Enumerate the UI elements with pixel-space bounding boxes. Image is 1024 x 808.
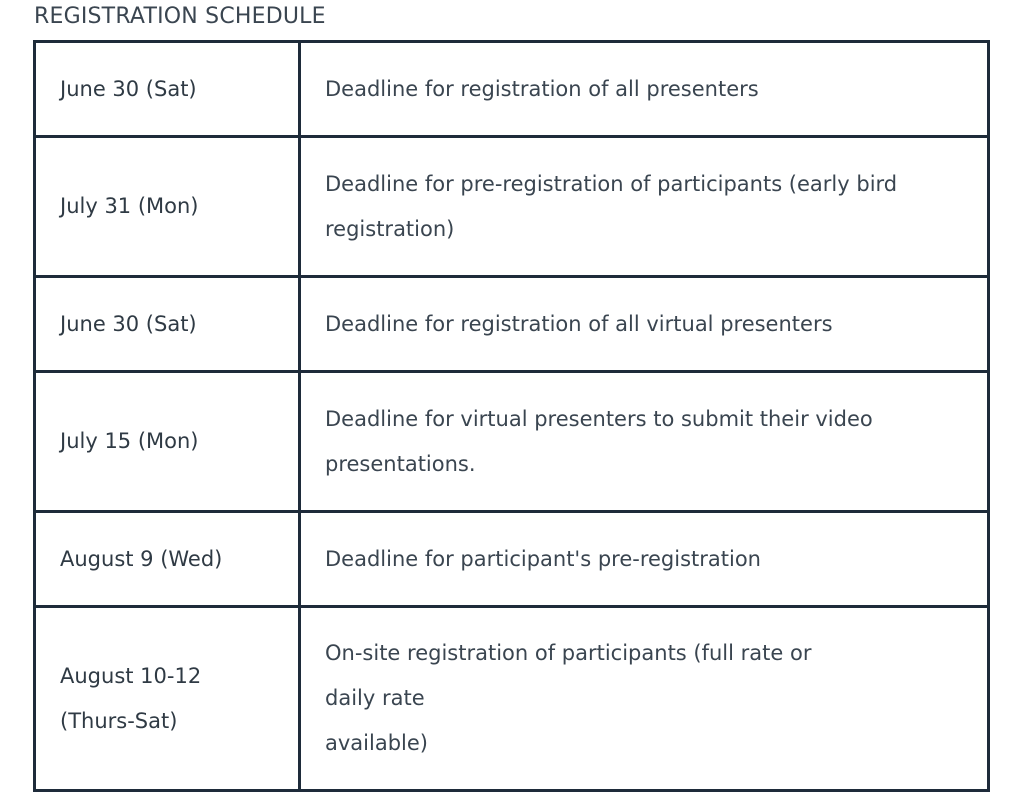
date-text: August 9 (Wed) — [60, 546, 223, 571]
description-text: Deadline for pre-registration of participants (early bird — [325, 171, 898, 196]
registration-schedule-table — [33, 40, 990, 792]
table-row — [35, 512, 989, 607]
description-cell — [300, 42, 989, 137]
page-title: REGISTRATION SCHEDULE — [34, 4, 326, 29]
table-row — [35, 42, 989, 137]
date-cell — [35, 277, 300, 372]
table-row — [35, 137, 989, 277]
date-cell — [35, 607, 300, 791]
description-text: On-site registration of participants (full rate or — [325, 641, 812, 665]
description-cell — [300, 372, 989, 512]
date-text: July 15 (Mon) — [60, 429, 199, 453]
table-row — [35, 372, 989, 512]
description-text: Deadline for virtual presenters to submit their video — [325, 406, 873, 431]
date-text: July 31 (Mon) — [60, 194, 199, 218]
description-text: Deadline for registration of all virtual presenters — [325, 311, 833, 336]
date-cell — [35, 137, 300, 277]
date-text: June 30 (Sat) — [60, 76, 197, 101]
description-text: daily rate — [325, 686, 425, 710]
date-text: (Thurs-Sat) — [60, 708, 178, 733]
description-cell — [300, 607, 989, 791]
table-row — [35, 607, 989, 791]
date-cell — [35, 512, 300, 607]
description-cell — [300, 512, 989, 607]
description-text: Deadline for participant's pre-registration — [325, 546, 761, 571]
description-text: Deadline for registration of all presenters — [325, 76, 759, 101]
description-cell — [300, 137, 989, 277]
date-cell — [35, 42, 300, 137]
description-text: presentations. — [325, 451, 476, 476]
description-text: registration) — [325, 216, 455, 241]
date-cell — [35, 372, 300, 512]
table-row — [35, 277, 989, 372]
description-cell — [300, 277, 989, 372]
date-text: June 30 (Sat) — [60, 311, 197, 336]
description-text: available) — [325, 731, 428, 755]
date-text: August 10-12 — [60, 663, 202, 688]
